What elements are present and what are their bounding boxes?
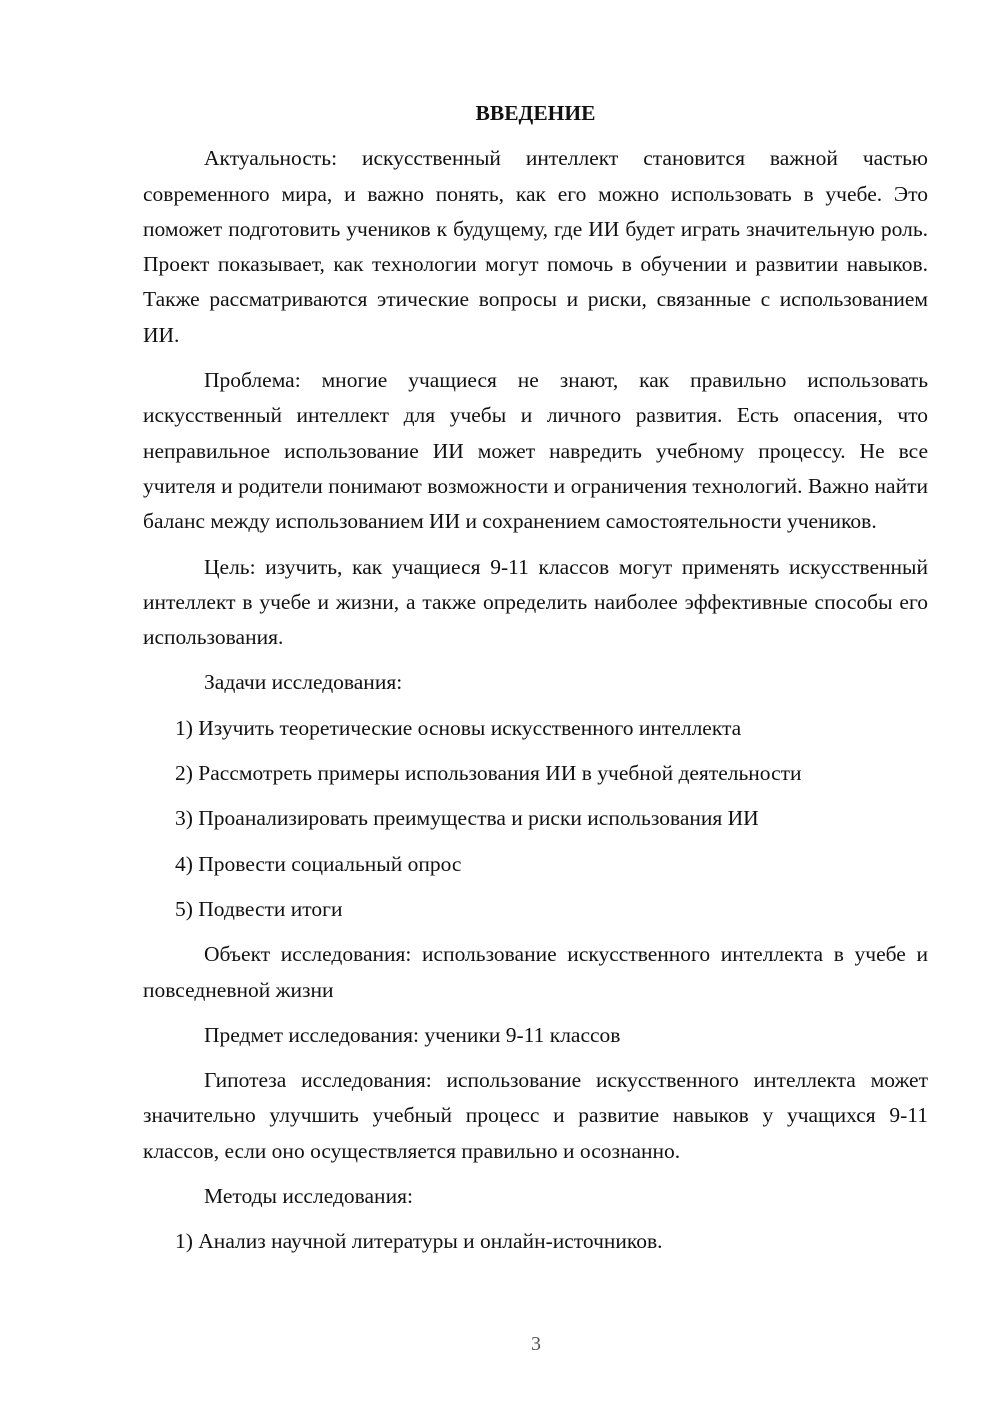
task-item: 2) Рассмотреть примеры использования ИИ в учебной деятельности [175,761,802,786]
task-item: 4) Провести социальный опрос [175,851,462,876]
task-item: 5) Подвести итоги [175,896,343,921]
task-item: 3) Проанализировать преимущества и риски использования ИИ [175,806,759,831]
object-paragraph: Объект исследования: использование искусственного интеллекта в учебе и повседневной жизни [143,942,928,1002]
problem-paragraph: Проблема: многие учащиеся не знают, как правильно использовать искусственный интеллект для учебы и личного развития. Есть опасения, что неправильное использование ИИ может навредить учебному процессу. Не все учителя и родители понимают возможности и ограничения технологий. Важно найти баланс между использованием ИИ и сохранением самостоятельности учеников. [143,368,928,534]
method-item: 1) Анализ научной литературы и онлайн-источников. [175,1229,663,1254]
section-heading: ВВЕДЕНИЕ [475,101,596,125]
subject-paragraph: Предмет исследования: ученики 9-11 классов [204,1022,621,1047]
relevance-paragraph: Актуальность: искусственный интеллект становится важной частью современного мира, и важно понять, как его можно использовать в учебе. Это поможет подготовить учеников к будущему, где ИИ будет играть значительную роль. Проект показывает, как технологии могут помочь в обучении и развитии навыков. Также рассматриваются этические вопросы и риски, связанные с использованием ИИ. [143,146,928,347]
page-content [143,96,928,1270]
page-number: 3 [531,1333,541,1355]
methods-title: Методы исследования: [204,1184,413,1209]
hypothesis-paragraph: Гипотеза исследования: использование искусственного интеллекта может значительно улучшить учебный процесс и развитие навыков у учащихся 9-11 классов, если оно осуществляется правильно и осознанно. [143,1068,928,1163]
task-item: 1) Изучить теоретические основы искусственного интеллекта [175,715,742,740]
tasks-title: Задачи исследования: [204,670,403,695]
goal-paragraph: Цель: изучить, как учащиеся 9-11 классов могут применять искусственный интеллект в учебе и жизни, а также определить наиболее эффективные способы его использования. [143,554,928,650]
